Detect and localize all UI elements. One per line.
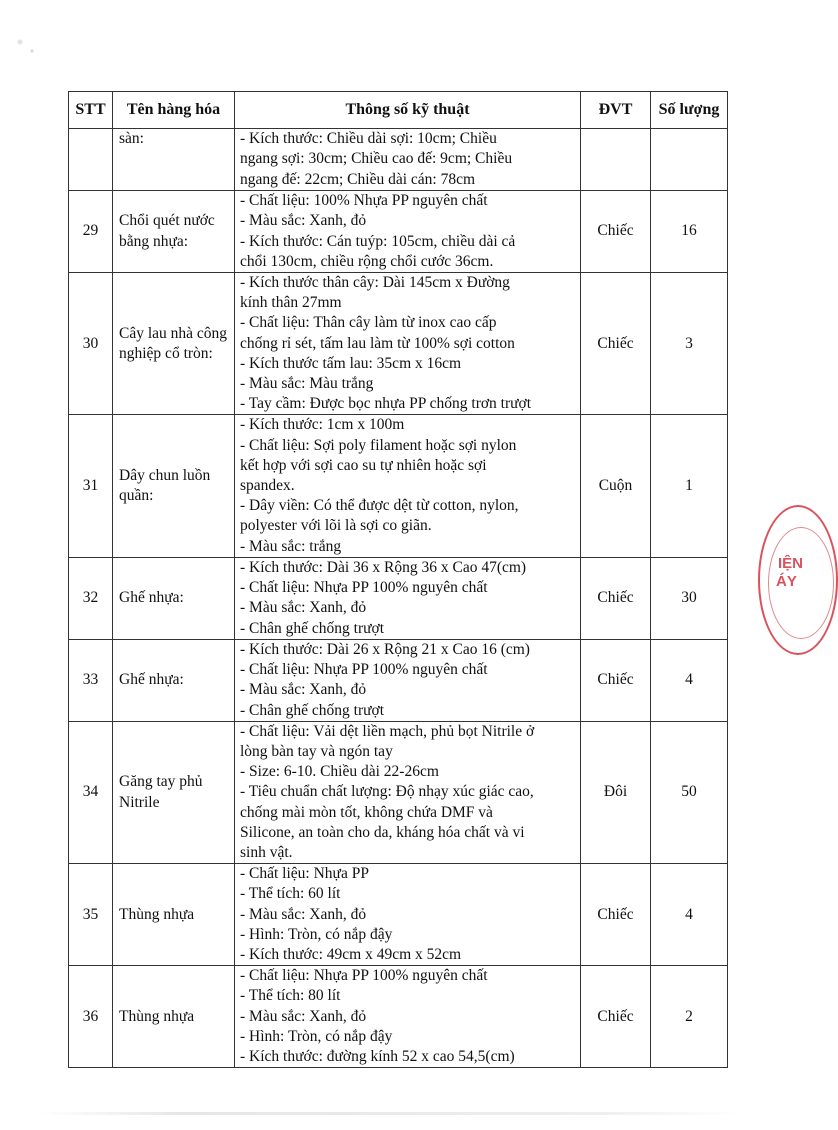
table-header-row (69, 92, 728, 129)
spec-line: - Màu sắc: Màu trắng (240, 375, 374, 393)
table-row (69, 191, 728, 273)
spec-line: - Kích thước: Dài 26 x Rộng 21 x Cao 16 (cm) (240, 640, 530, 658)
row-quantity: 50 (651, 721, 728, 863)
row-unit: Chiếc (581, 864, 651, 966)
table-row (69, 557, 728, 639)
spec-line: - Chất liệu: 100% Nhựa PP nguyên chất (240, 192, 488, 210)
row-stt: 31 (69, 415, 113, 557)
row-quantity: 4 (651, 639, 728, 721)
specification-table (68, 91, 728, 1068)
spec-line: - Chất liệu: Sợi poly filament hoặc sợi nylon (240, 436, 517, 454)
spec-line: sinh vật. (240, 844, 293, 862)
spec-line: - Kích thước: Cán tuýp: 105cm, chiều dài cả (240, 232, 516, 250)
table-row (69, 129, 728, 191)
row-unit: Cuộn (581, 415, 651, 557)
header-qty: Số lượng (651, 92, 728, 129)
scan-speckle (8, 30, 48, 60)
table-row (69, 721, 728, 863)
row-item-name: Chổi quét nước bằng nhựa: (113, 191, 235, 273)
spec-line: - Kích thước: 49cm x 49cm x 52cm (240, 946, 462, 964)
spec-line: kính thân 27mm (240, 294, 342, 312)
row-item-name: Ghế nhựa: (113, 557, 235, 639)
row-spec (235, 415, 581, 557)
spec-line: - Tiêu chuẩn chất lượng: Độ nhạy xúc giác cao, (240, 783, 534, 801)
spec-line: - Kích thước: 1cm x 100m (240, 416, 405, 434)
spec-line: ngang sợi: 30cm; Chiều cao đế: 9cm; Chiều (240, 150, 513, 168)
row-quantity: 30 (651, 557, 728, 639)
spec-line: spandex. (240, 477, 295, 495)
header-spec: Thông số kỹ thuật (235, 92, 581, 129)
spec-line: chống mài mòn tốt, không chứa DMF và (240, 803, 493, 821)
spec-line: - Hình: Tròn, có nắp đậy (240, 1027, 393, 1045)
spec-line: - Chất liệu: Vải dệt liền mạch, phủ bọt Nitrile ở (240, 722, 535, 740)
row-item-name: Cây lau nhà công nghiệp cổ tròn: (113, 273, 235, 415)
row-quantity: 2 (651, 966, 728, 1068)
row-unit: Chiếc (581, 639, 651, 721)
spec-line: - Tay cầm: Được bọc nhựa PP chống trơn trượt (240, 395, 532, 413)
header-unit: ĐVT (581, 92, 651, 129)
spec-line: - Kích thước: đường kính 52 x cao 54,5(cm) (240, 1048, 515, 1066)
scan-edge-line (40, 1112, 740, 1115)
spec-line: - Màu sắc: Xanh, đỏ (240, 905, 367, 923)
spec-line: lòng bàn tay và ngón tay (240, 743, 393, 761)
row-item-name: Dây chun luồn quần: (113, 415, 235, 557)
spec-line: chống rỉ sét, tấm lau làm từ 100% sợi cotton (240, 334, 515, 352)
table-row (69, 864, 728, 966)
spec-line: - Kích thước: Dài 36 x Rộng 36 x Cao 47(cm) (240, 558, 527, 576)
row-quantity: 4 (651, 864, 728, 966)
row-spec (235, 639, 581, 721)
row-stt: 33 (69, 639, 113, 721)
row-stt: 30 (69, 273, 113, 415)
row-spec (235, 864, 581, 966)
row-spec (235, 191, 581, 273)
spec-line: - Màu sắc: Xanh, đỏ (240, 681, 367, 699)
spec-line: - Thể tích: 60 lít (240, 885, 341, 903)
spec-line: - Màu sắc: Xanh, đỏ (240, 599, 367, 617)
row-stt: 35 (69, 864, 113, 966)
spec-line: - Hình: Tròn, có nắp đậy (240, 925, 393, 943)
row-item-name: Ghế nhựa: (113, 639, 235, 721)
spec-line: - Chất liệu: Nhựa PP 100% nguyên chất (240, 661, 488, 679)
row-unit: Chiếc (581, 557, 651, 639)
spec-line: - Chân ghế chống trượt (240, 701, 385, 719)
header-name: Tên hàng hóa (113, 92, 235, 129)
spec-line: - Màu sắc: trắng (240, 537, 342, 555)
row-item-name: Thùng nhựa (113, 864, 235, 966)
red-seal-stamp (758, 505, 838, 655)
row-item-name: Thùng nhựa (113, 966, 235, 1068)
row-spec (235, 557, 581, 639)
row-unit: Chiếc (581, 191, 651, 273)
spec-line: - Màu sắc: Xanh, đỏ (240, 212, 367, 230)
row-stt: 36 (69, 966, 113, 1068)
spec-line: - Chất liệu: Thân cây làm từ inox cao cấp (240, 314, 497, 332)
row-quantity: 1 (651, 415, 728, 557)
row-stt (69, 129, 113, 191)
spec-line: - Kích thước: Chiều dài sợi: 10cm; Chiều (240, 130, 497, 148)
spec-line: chổi 130cm, chiều rộng chổi cước 36cm. (240, 252, 494, 270)
spec-line: - Dây viền: Có thể được dệt từ cotton, nylon, (240, 497, 519, 515)
row-stt: 32 (69, 557, 113, 639)
table-row (69, 273, 728, 415)
row-unit: Đôi (581, 721, 651, 863)
spec-line: kết hợp với sợi cao su tự nhiên hoặc sợi (240, 456, 487, 474)
spec-line: polyester với lõi là sợi co giãn. (240, 517, 432, 535)
spec-line: - Chất liệu: Nhựa PP 100% nguyên chất (240, 579, 488, 597)
seal-text: ÁY (776, 573, 797, 590)
spec-line: - Màu sắc: Xanh, đỏ (240, 1007, 367, 1025)
spec-line: ngang đế: 22cm; Chiều dài cán: 78cm (240, 170, 476, 188)
spec-line: - Chất liệu: Nhựa PP 100% nguyên chất (240, 967, 488, 985)
header-stt: STT (69, 92, 113, 129)
row-unit: Chiếc (581, 966, 651, 1068)
row-unit (581, 129, 651, 191)
row-quantity: 3 (651, 273, 728, 415)
table-row (69, 966, 728, 1068)
row-quantity: 16 (651, 191, 728, 273)
spec-line: Silicone, an toàn cho da, kháng hóa chất và vi (240, 823, 525, 841)
table-row (69, 415, 728, 557)
row-stt: 29 (69, 191, 113, 273)
row-stt: 34 (69, 721, 113, 863)
row-spec (235, 273, 581, 415)
spec-line: - Kích thước thân cây: Dài 145cm x Đường (240, 274, 510, 291)
seal-text: IỆN (778, 555, 804, 572)
spec-line: - Kích thước tấm lau: 35cm x 16cm (240, 354, 462, 372)
row-item-name: Găng tay phủ Nitrile (113, 721, 235, 863)
row-spec (235, 721, 581, 863)
row-spec (235, 966, 581, 1068)
spec-line: - Thể tích: 80 lít (240, 987, 341, 1005)
spec-line: - Chân ghế chống trượt (240, 619, 385, 637)
spec-line: - Chất liệu: Nhựa PP (240, 865, 369, 883)
row-item-name: sàn: (113, 129, 235, 191)
row-quantity (651, 129, 728, 191)
row-spec (235, 129, 581, 191)
table-row (69, 639, 728, 721)
row-unit: Chiếc (581, 273, 651, 415)
spec-line: - Size: 6-10. Chiều dài 22-26cm (240, 763, 439, 781)
